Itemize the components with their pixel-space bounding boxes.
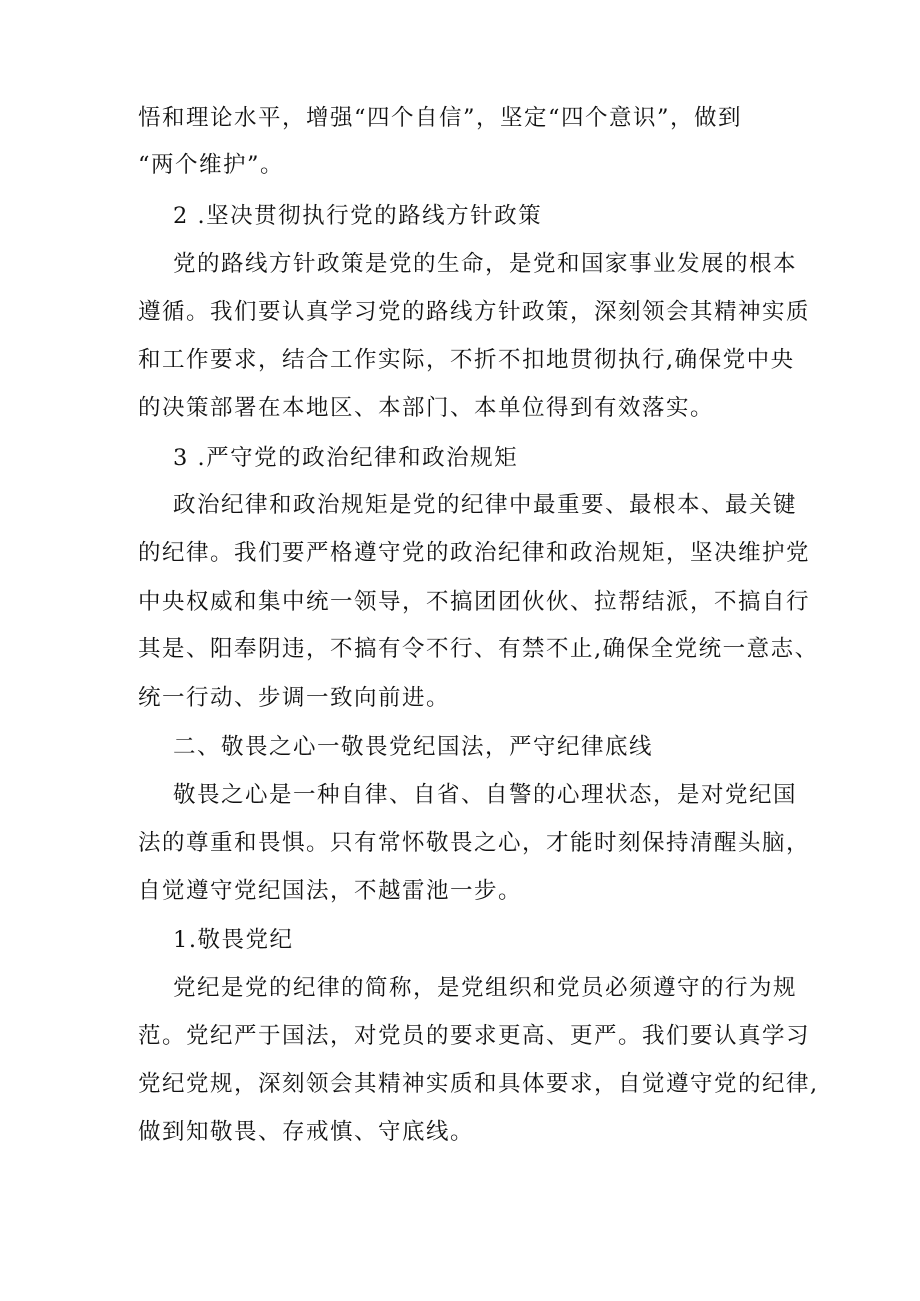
body-text-line: 的纪律。我们要严格遵守党的政治纪律和政治规矩，坚决维护党 [138, 540, 811, 566]
body-text-line: 统一行动、步调一致向前进。 [138, 685, 451, 711]
body-text-line: 做到知敬畏、存戒慎、守底线。 [138, 1119, 475, 1145]
body-text-line: 悟和理论水平，增强“四个自信”，坚定“四个意识”，做到 [138, 105, 743, 131]
body-text-line: 党的路线方针政策是党的生命，是党和国家事业发展的根本 [173, 251, 798, 277]
body-text-line: 党纪党规，深刻领会其精神实质和具体要求，自觉遵守党的纪律, [138, 1071, 819, 1097]
body-text-line: “两个维护”。 [138, 152, 285, 178]
body-text-line: 其是、阳奉阴违，不搞有令不行、有禁不止,确保全党统一意志、 [138, 636, 819, 662]
body-text-line: 自觉遵守党纪国法，不越雷池一步。 [138, 878, 523, 904]
body-text-line: 敬畏之心是一种自律、自省、自警的心理状态，是对党纪国 [173, 782, 798, 808]
body-text-line: 党纪是党的纪律的简称，是党组织和党员必须遵守的行为规 [173, 975, 798, 1001]
section-heading: 3 .严守党的政治纪律和政治规矩 [173, 445, 519, 471]
body-text-line: 法的尊重和畏惧。只有常怀敬畏之心，才能时刻保持清醒头脑， [138, 830, 811, 856]
body-text-line: 中央权威和集中统一领导，不搞团团伙伙、拉帮结派，不搞自行 [138, 589, 811, 615]
body-text-line: 范。党纪严于国法，对党员的要求更高、更严。我们要认真学习 [138, 1023, 811, 1049]
section-heading: 2 .坚决贯彻执行党的路线方针政策 [173, 203, 543, 229]
body-text-line: 的决策部署在本地区、本部门、本单位得到有效落实。 [138, 395, 715, 421]
body-text-line: 政治纪律和政治规矩是党的纪律中最重要、最根本、最关键 [173, 492, 798, 518]
section-heading: 二、敬畏之心一敬畏党纪国法，严守纪律底线 [173, 734, 654, 760]
section-heading: 1.敬畏党纪 [173, 927, 294, 953]
body-text-line: 和工作要求，结合工作实际，不折不扣地贯彻执行,确保党中央 [138, 347, 795, 373]
body-text-line: 遵循。我们要认真学习党的路线方针政策，深刻领会其精神实质 [138, 299, 811, 325]
